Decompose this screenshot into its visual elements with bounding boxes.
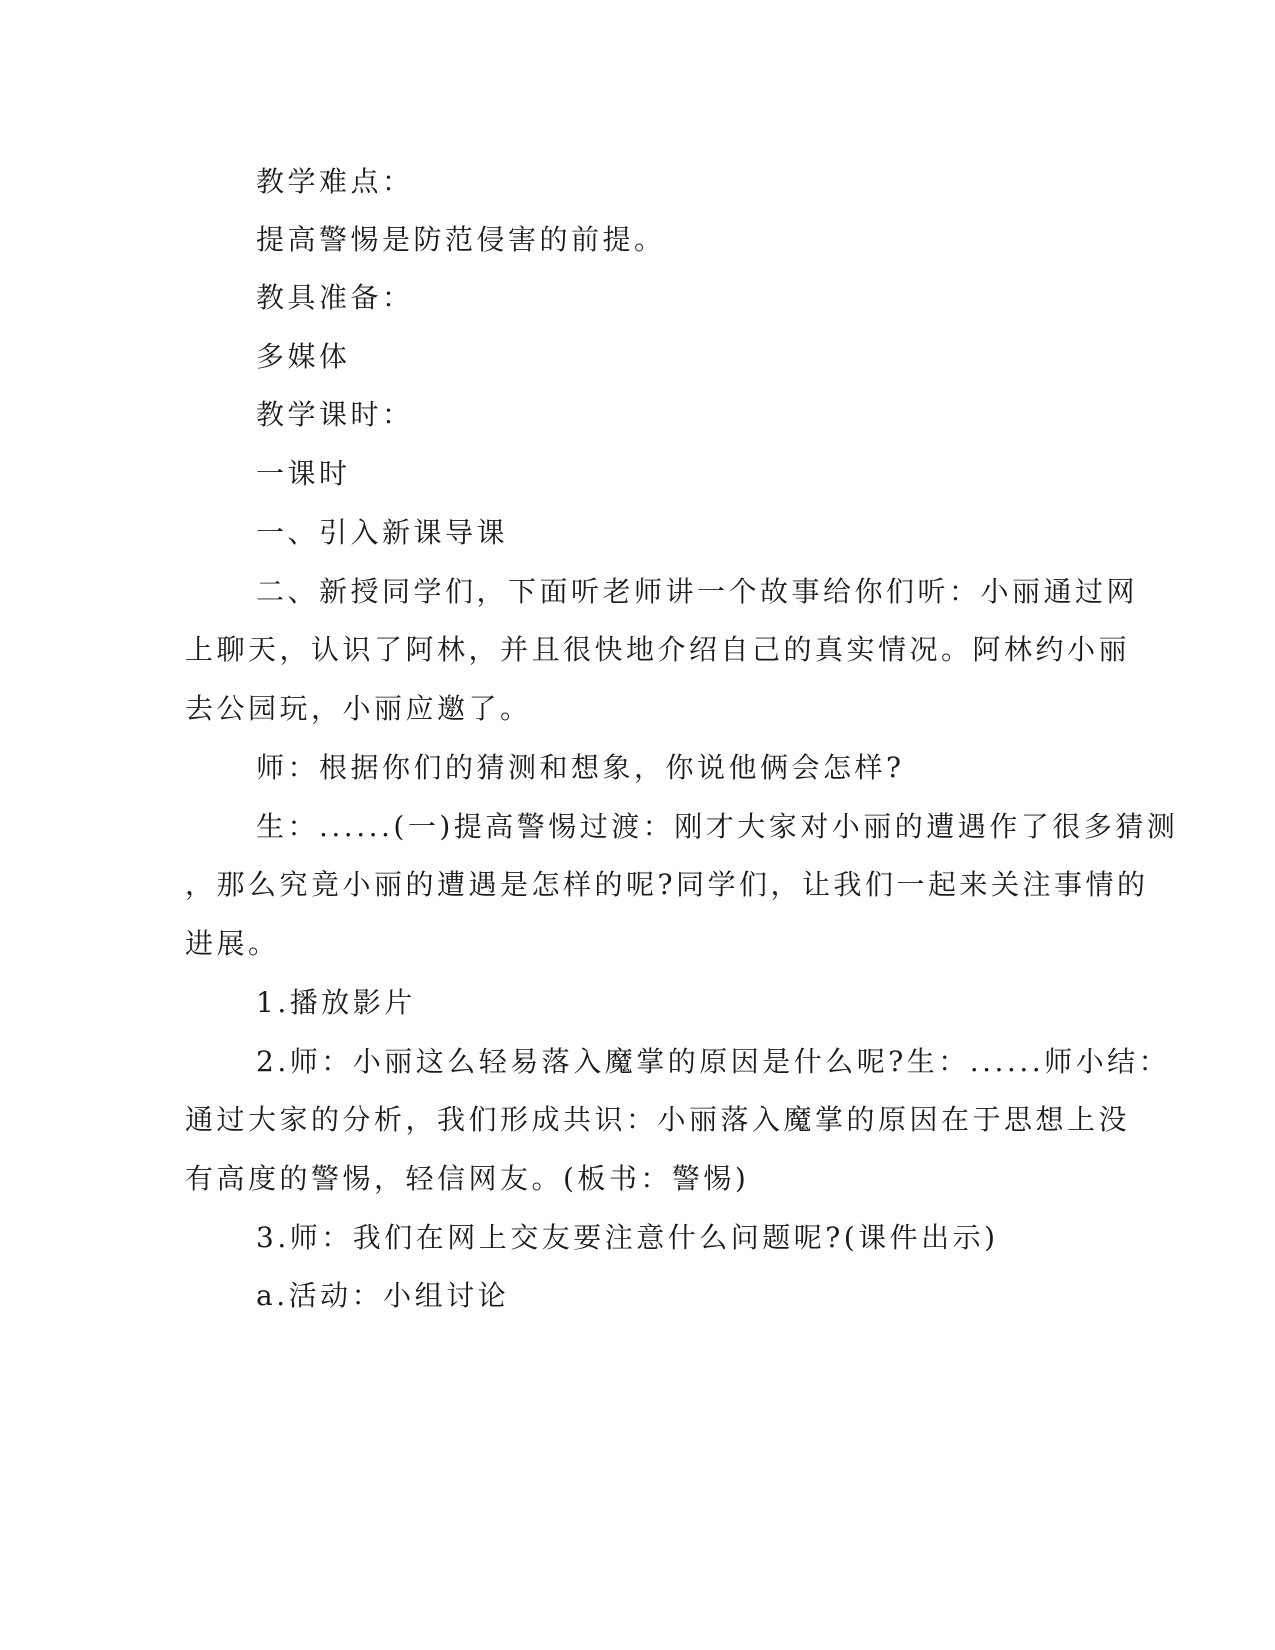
paragraph-line: 二、新授同学们，下面听老师讲一个故事给你们听：小丽通过网 bbox=[256, 575, 1139, 608]
heading-class-hours: 教学课时： bbox=[256, 398, 414, 431]
paragraph-line: 去公园玩，小丽应邀了。 bbox=[185, 692, 532, 725]
paragraph-line: 生：......(一)提高警惕过渡：刚才大家对小丽的遭遇作了很多猜测 bbox=[256, 810, 1179, 843]
teaching-difficulty-text: 提高警惕是防范侵害的前提。 bbox=[256, 223, 666, 256]
paragraph-line: 通过大家的分析，我们形成共识：小丽落入魔掌的原因在于思想上没 bbox=[185, 1103, 1131, 1136]
paragraph-line: 进展。 bbox=[185, 927, 280, 960]
heading-teaching-difficulty: 教学难点： bbox=[256, 165, 414, 198]
teaching-aids-text: 多媒体 bbox=[256, 340, 351, 373]
paragraph-line: 师：根据你们的猜测和想象，你说他俩会怎样? bbox=[256, 751, 905, 784]
section-introduction: 一、引入新课导课 bbox=[256, 516, 509, 549]
list-item: 3.师：我们在网上交友要注意什么问题呢?(课件出示) bbox=[256, 1221, 999, 1254]
heading-teaching-aids: 教具准备： bbox=[256, 281, 414, 314]
list-item: a.活动：小组讨论 bbox=[256, 1279, 510, 1312]
paragraph-line: 上聊天，认识了阿林，并且很快地介绍自己的真实情况。阿林约小丽 bbox=[185, 633, 1131, 666]
paragraph-line: 有高度的警惕，轻信网友。(板书：警惕) bbox=[185, 1162, 750, 1195]
class-hours-text: 一课时 bbox=[256, 457, 351, 490]
list-item: 1.播放影片 bbox=[256, 986, 416, 1019]
paragraph-line: ，那么究竟小丽的遭遇是怎样的呢?同学们，让我们一起来关注事情的 bbox=[185, 868, 1149, 901]
list-item: 2.师：小丽这么轻易落入魔掌的原因是什么呢?生：......师小结： bbox=[256, 1045, 1171, 1078]
